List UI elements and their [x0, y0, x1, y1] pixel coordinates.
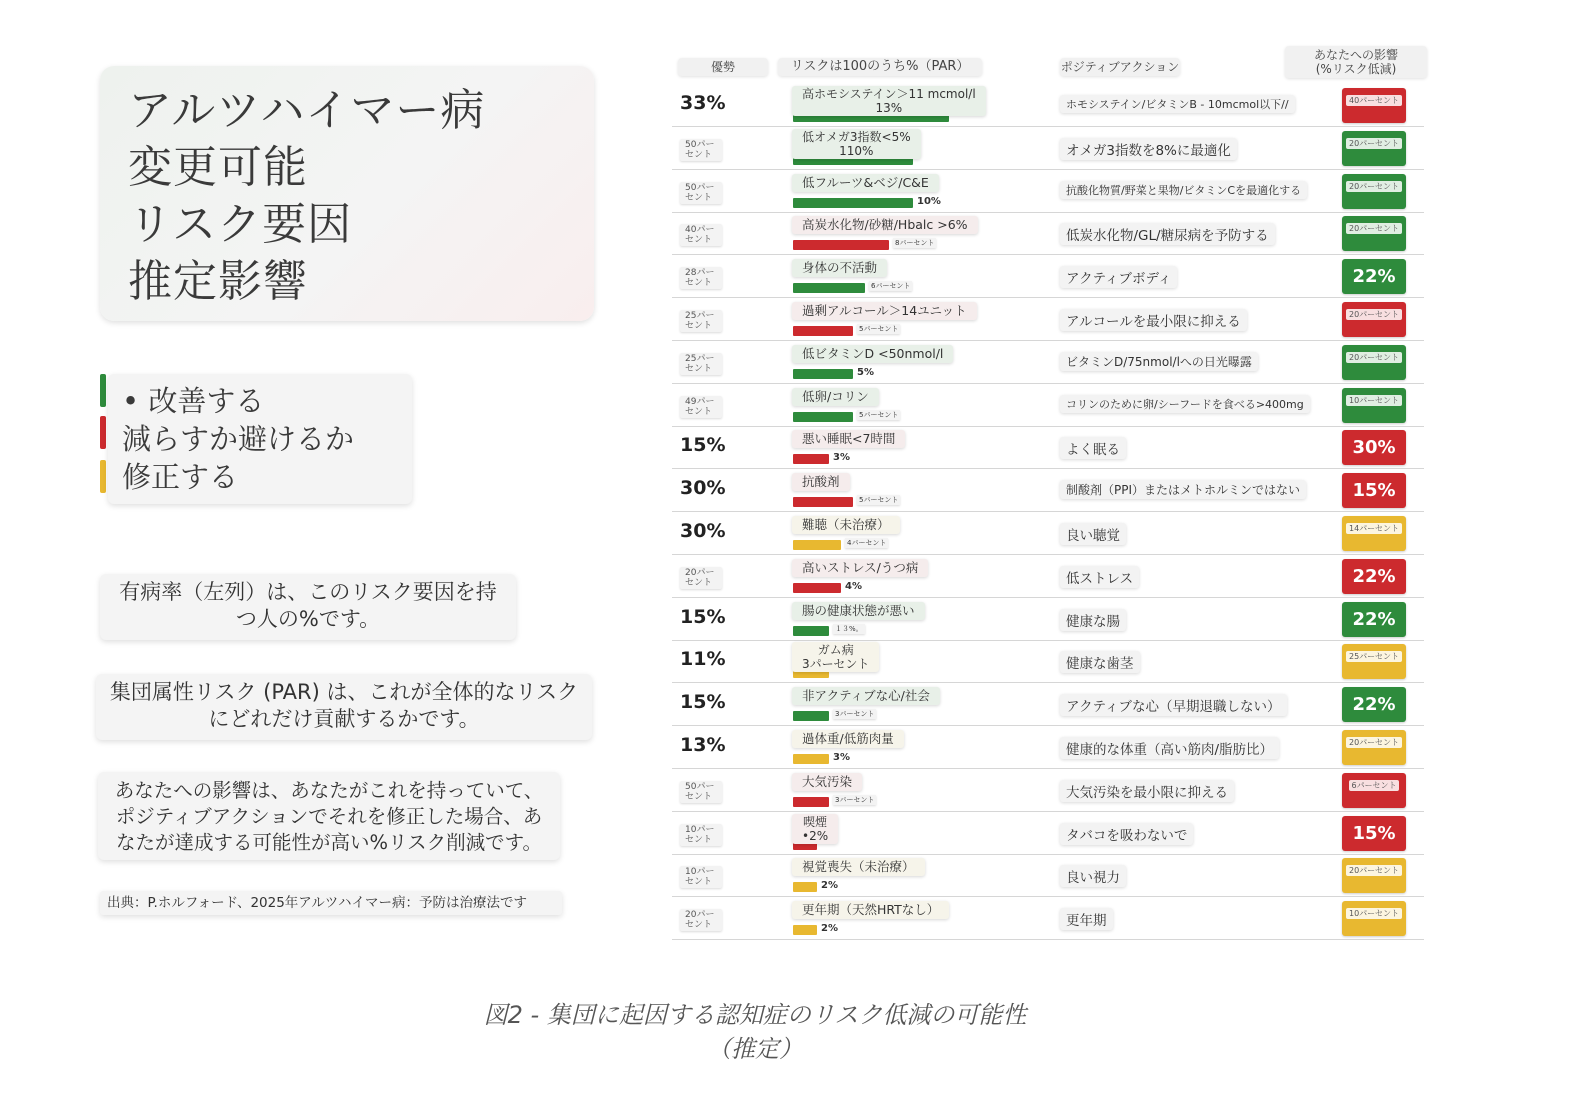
- legend-swatch-yellow: [100, 460, 106, 493]
- prevalence-value: 15%: [680, 434, 726, 457]
- par-value: 8パーセント: [895, 239, 935, 248]
- risk-factor-label: ガム病 3パーセント: [792, 642, 879, 672]
- impact-value: 10パーセント: [1346, 395, 1402, 406]
- impact-badge: [1342, 345, 1406, 380]
- title-line: 推定影響: [128, 256, 308, 307]
- source-citation: 出典：P.ホルフォード、2025年アルツハイマー病：予防は治療法です: [100, 891, 562, 915]
- impact-value: 20パーセント: [1346, 865, 1402, 876]
- impact-value: 20パーセント: [1346, 309, 1402, 320]
- title-line: 変更可能: [128, 142, 308, 193]
- positive-action-label: 抗酸化物質/野菜と果物/ビタミンCを最適化する: [1060, 181, 1307, 199]
- risk-factor-label: 低フルーツ&ベジ/C&E: [792, 174, 939, 192]
- par-bar: [793, 925, 817, 935]
- par-bar: [793, 797, 829, 807]
- positive-action-label: アクティブな心（早期退職しない）: [1060, 694, 1287, 716]
- risk-factor-label: 身体の不活動: [792, 259, 887, 277]
- positive-action-label: ホモシステイン/ビタミンB - 10mcmol以下//: [1060, 95, 1295, 113]
- positive-action-label: 健康的な体重（高い筋肉/脂肪比）: [1060, 737, 1279, 759]
- impact-badge: [1342, 644, 1406, 679]
- par-bar: [793, 711, 829, 721]
- prevalence-value: 40パーセント: [680, 224, 722, 246]
- par-value: 3パーセント: [835, 795, 875, 804]
- positive-action-label: アルコールを最小限に抑える: [1060, 309, 1247, 331]
- impact-badge: 22%: [1342, 259, 1406, 294]
- par-value: １３%。: [835, 624, 863, 633]
- table-row: [672, 170, 1424, 213]
- prevalence-value: 50パーセント: [680, 182, 722, 204]
- table-row: [672, 854, 1424, 897]
- par-value: 3%: [833, 452, 850, 464]
- prevalence-value: 10パーセント: [680, 824, 722, 846]
- table-row: [672, 726, 1424, 769]
- par-value: 3%: [833, 752, 850, 763]
- prevalence-value: 50パーセント: [680, 781, 722, 803]
- positive-action-label: 更年期: [1060, 908, 1113, 930]
- prevalence-value: 49パーセント: [680, 396, 722, 418]
- impact-badge: 22%: [1342, 602, 1406, 637]
- par-bar: [793, 754, 829, 764]
- par-value: 5パーセント: [859, 325, 899, 333]
- table-row: [672, 812, 1424, 855]
- risk-factor-label: 過体重/低筋肉量: [792, 730, 904, 748]
- risk-factor-label: 喫煙 •2%: [792, 814, 838, 844]
- risk-factor-label: 低ビタミンD <50nmol/l: [792, 345, 953, 363]
- figure-caption: 図2 - 集団に起因する認知症のリスク低減の可能性 （推定）: [483, 1001, 1027, 1063]
- positive-action-label: 大気汚染を最小限に抑える: [1060, 780, 1234, 802]
- positive-action-label: ビタミンD/75nmol/lへの日光曝露: [1060, 352, 1258, 371]
- par-value: 6パーセント: [871, 282, 911, 291]
- prevalence-value: 50パーセント: [680, 139, 722, 161]
- table-row: [672, 512, 1424, 555]
- par-bar: [793, 283, 865, 293]
- positive-action-label: 良い視力: [1060, 865, 1126, 887]
- risk-factor-label: 低オメガ3指数<5% 110%: [792, 129, 921, 159]
- par-bar: [793, 626, 829, 636]
- par-bar: [793, 326, 853, 336]
- impact-badge: [1342, 730, 1406, 765]
- par-bar: [793, 583, 841, 593]
- par-value: 5パーセント: [859, 410, 899, 419]
- prevalence-value: 20パーセント: [680, 909, 722, 931]
- table-row: [672, 426, 1424, 469]
- prevalence-value: 11%: [680, 648, 726, 671]
- impact-badge: [1342, 516, 1406, 551]
- table-row: [672, 555, 1424, 598]
- table-row: [672, 212, 1424, 255]
- impact-badge: [1342, 216, 1406, 251]
- table-row: [672, 769, 1424, 812]
- risk-factor-label: 悪い睡眠<7時間: [792, 430, 905, 448]
- risk-factor-label: 抗酸剤: [792, 473, 850, 491]
- legend-item-improve: • 改善する: [122, 384, 265, 418]
- risk-factor-label: 難聴（未治療）: [792, 516, 900, 534]
- impact-badge: [1342, 131, 1406, 166]
- par-bar: [793, 412, 853, 422]
- prevalence-value: 25パーセント: [680, 353, 722, 375]
- impact-value: 20パーセント: [1346, 223, 1402, 234]
- impact-value: 25パーセント: [1346, 651, 1402, 662]
- table-row: [672, 683, 1424, 726]
- prevalence-value: 30%: [680, 520, 726, 542]
- prevalence-value: 10パーセント: [680, 866, 722, 888]
- table-row: [672, 640, 1424, 683]
- positive-action-label: 制酸剤（PPI）またはメトホルミンではない: [1060, 480, 1306, 499]
- positive-action-label: タバコを吸わないで: [1060, 823, 1193, 845]
- prevalence-value: 28パーセント: [680, 267, 722, 289]
- risk-factor-label: 更年期（天然HRTなし）: [792, 901, 949, 919]
- impact-badge: [1342, 858, 1406, 893]
- table-row: [672, 897, 1424, 940]
- impact-badge: [1342, 901, 1406, 936]
- header-prevalence: 優勢: [678, 58, 768, 76]
- par-bar: [793, 497, 853, 507]
- par-value: 4パーセント: [847, 539, 887, 547]
- impact-badge: 22%: [1342, 559, 1406, 594]
- table-row: [672, 598, 1424, 641]
- par-value: 5パーセント: [859, 496, 899, 505]
- risk-factor-label: 過剰アルコール＞14ユニット: [792, 302, 977, 320]
- table-row: [672, 341, 1424, 384]
- prevalence-value: 20パーセント: [680, 567, 722, 589]
- risk-factor-label: 腸の健康状態が悪い: [792, 602, 925, 620]
- table-row: [672, 298, 1424, 341]
- impact-badge: [1342, 174, 1406, 209]
- prevalence-value: 15%: [680, 691, 726, 714]
- par-bar: [793, 240, 889, 250]
- prevalence-value: 13%: [680, 734, 726, 756]
- header-impact: あなたへの影響 (%リスク低減): [1285, 46, 1427, 78]
- legend: [100, 374, 412, 506]
- risk-factor-label: 高ホモシステイン＞11 mcmol/l 13%: [792, 86, 986, 116]
- impact-value: 20パーセント: [1346, 737, 1402, 748]
- prevalence-value: 25パーセント: [680, 310, 722, 332]
- title-line: リスク要因: [128, 199, 353, 250]
- legend-card: [108, 374, 412, 504]
- risk-factor-label: 低卵/コリン: [792, 388, 879, 406]
- impact-value: 6パーセント: [1349, 780, 1400, 791]
- par-bar: [793, 369, 853, 379]
- positive-action-label: アクティブボディ: [1060, 266, 1177, 288]
- par-note: 集団属性リスク (PAR) は、これが全体的なリスクにどれだけ貢献するかです。: [96, 674, 592, 740]
- risk-factor-label: 非アクティブな心/社会: [792, 687, 940, 705]
- positive-action-label: 良い聴覚: [1060, 523, 1126, 545]
- prevalence-value: 30%: [680, 477, 726, 500]
- impact-value: 20パーセント: [1346, 138, 1402, 149]
- impact-badge: 15%: [1342, 816, 1406, 851]
- positive-action-label: コリンのために卵/シーフードを食べる>400mg: [1060, 395, 1310, 413]
- title-line: アルツハイマー病: [128, 85, 486, 136]
- impact-value: 20パーセント: [1346, 352, 1402, 363]
- legend-item-modify: 修正する: [122, 460, 239, 494]
- par-value: 3パーセント: [835, 710, 875, 719]
- impact-value: 20パーセント: [1346, 181, 1402, 192]
- impact-badge: 30%: [1342, 430, 1406, 465]
- par-bar: [793, 198, 913, 208]
- risk-factor-label: 高炭水化物/砂糖/Hbalc >6%: [792, 216, 978, 234]
- table-row: [672, 84, 1424, 127]
- title-card: [100, 66, 594, 321]
- par-value: 2%: [821, 923, 838, 935]
- table-row: [672, 469, 1424, 512]
- legend-item-reduce: 減らすか避けるか: [122, 422, 355, 456]
- risk-factor-label: 高いストレス/うつ病: [792, 559, 928, 577]
- par-value: 2%: [821, 880, 838, 892]
- impact-badge: 15%: [1342, 473, 1406, 508]
- positive-action-label: 低ストレス: [1060, 566, 1139, 588]
- par-value: 4%: [845, 580, 862, 592]
- par-bar: [793, 454, 829, 464]
- legend-swatch-green: [100, 374, 106, 407]
- legend-swatch-red: [100, 416, 106, 449]
- impact-value: 10パーセント: [1346, 908, 1402, 919]
- impact-badge: [1342, 388, 1406, 423]
- prevalence-note: 有病率（左列）は、このリスク要因を持つ人の%です。: [100, 574, 516, 640]
- par-value: 5%: [857, 366, 874, 378]
- positive-action-label: 健康な腸: [1060, 609, 1126, 631]
- impact-value: 14パーセント: [1346, 523, 1402, 534]
- table-row: [672, 127, 1424, 170]
- risk-factor-label: 大気汚染: [792, 773, 862, 791]
- par-value: 10%: [917, 195, 941, 207]
- impact-note: あなたへの影響は、あなたがこれを持っていて、ポジティブアクションでそれを修正した場合、あなたが達成する可能性が高い%リスク削減です。: [98, 772, 560, 860]
- par-bar: [793, 540, 841, 550]
- risk-factor-label: 視覚喪失（未治療）: [792, 858, 925, 876]
- positive-action-label: オメガ3指数を8%に最適化: [1060, 138, 1237, 160]
- impact-badge: [1342, 773, 1406, 808]
- impact-badge: [1342, 88, 1406, 123]
- impact-value: 40パーセント: [1346, 95, 1402, 106]
- par-bar: [793, 882, 817, 892]
- table-row: [672, 255, 1424, 298]
- positive-action-label: 健康な歯茎: [1060, 651, 1140, 673]
- impact-badge: 22%: [1342, 687, 1406, 722]
- prevalence-value: 15%: [680, 605, 726, 628]
- header-par: リスクは100のうち%（PAR）: [778, 58, 982, 76]
- prevalence-value: 33%: [680, 92, 726, 114]
- impact-badge: [1342, 302, 1406, 337]
- positive-action-label: 低炭水化物/GL/糖尿病を予防する: [1060, 223, 1275, 245]
- table-row: [672, 384, 1424, 427]
- header-action: ポジティブアクション: [1060, 60, 1180, 74]
- positive-action-label: よく眠る: [1060, 437, 1126, 459]
